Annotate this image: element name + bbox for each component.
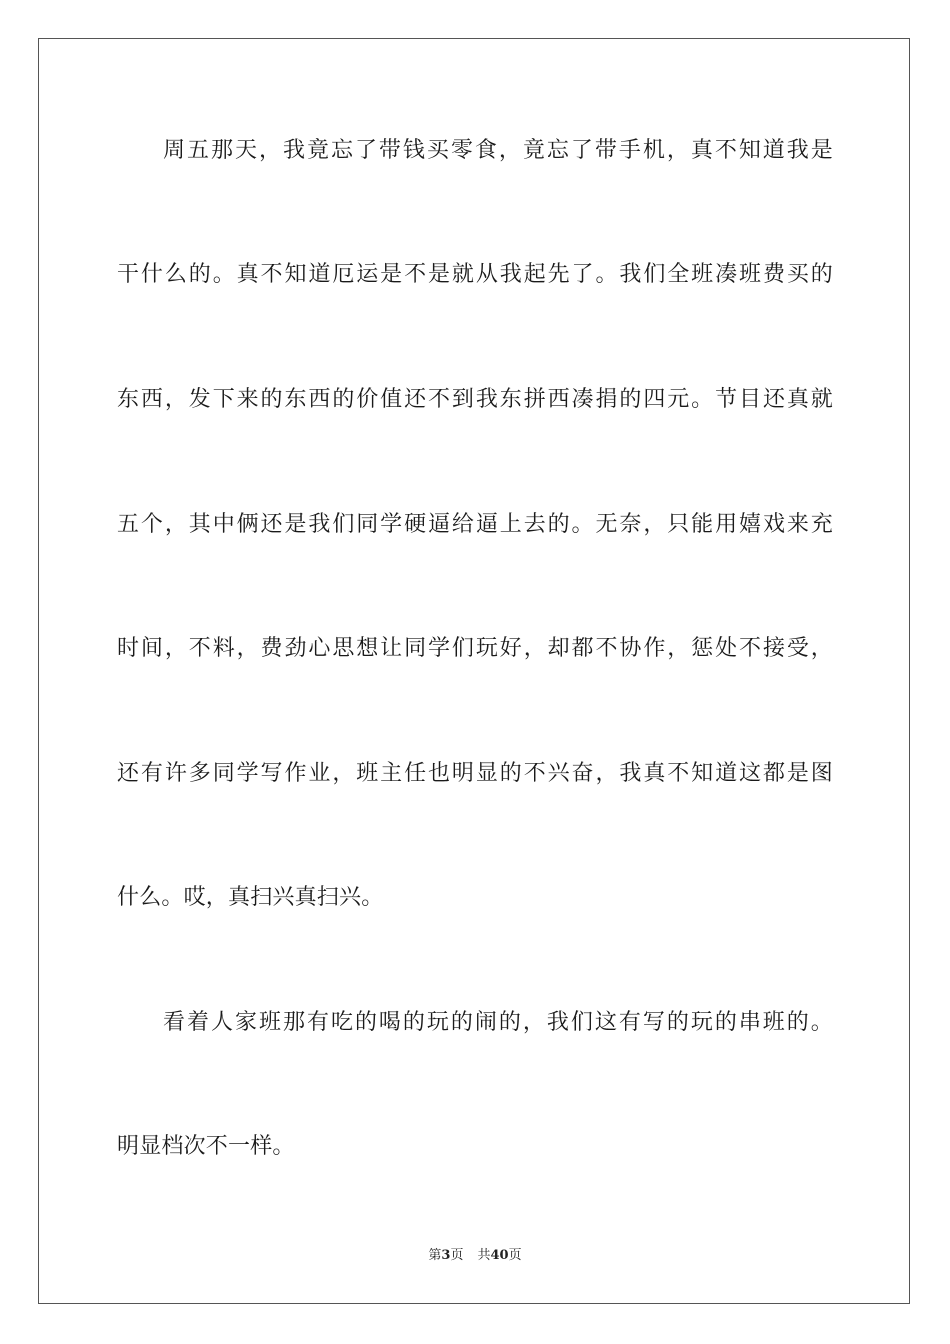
- footer-page-suffix: 页: [450, 1248, 464, 1263]
- footer-total-pages: 40: [490, 1248, 509, 1263]
- paragraph-2-line-2: 明显档次不一样。: [117, 1134, 295, 1159]
- paragraph-1-line-3: 东西，发下来的东西的价值还不到我东拼西凑捐的四元。节目还真就: [117, 387, 833, 412]
- paragraph-1-line-4: 五个，其中俩还是我们同学硬逼给逼上去的。无奈，只能用嬉戏来充: [117, 512, 833, 537]
- page-border: [38, 38, 910, 1304]
- paragraph-1-line-6: 还有许多同学写作业，班主任也明显的不兴奋，我真不知道这都是图: [117, 761, 833, 786]
- page-footer: [0, 1247, 950, 1265]
- footer-total-suffix: 页: [508, 1248, 522, 1263]
- footer-total-prefix: 共: [477, 1248, 491, 1263]
- paragraph-1-line-1: 周五那天，我竟忘了带钱买零食，竟忘了带手机，真不知道我是: [163, 138, 833, 163]
- footer-page-prefix: 第: [428, 1248, 442, 1263]
- paragraph-1-line-7: 什么。哎，真扫兴真扫兴。: [117, 885, 384, 910]
- paragraph-1-line-2: 干什么的。真不知道厄运是不是就从我起先了。我们全班凑班费买的: [117, 262, 833, 287]
- footer-page-number: 3: [441, 1248, 451, 1263]
- paragraph-2-line-1: 看着人家班那有吃的喝的玩的闹的，我们这有写的玩的串班的。: [163, 1010, 833, 1035]
- paragraph-1-line-5: 时间，不料，费劲心思想让同学们玩好，却都不协作，惩处不接受，: [117, 636, 833, 661]
